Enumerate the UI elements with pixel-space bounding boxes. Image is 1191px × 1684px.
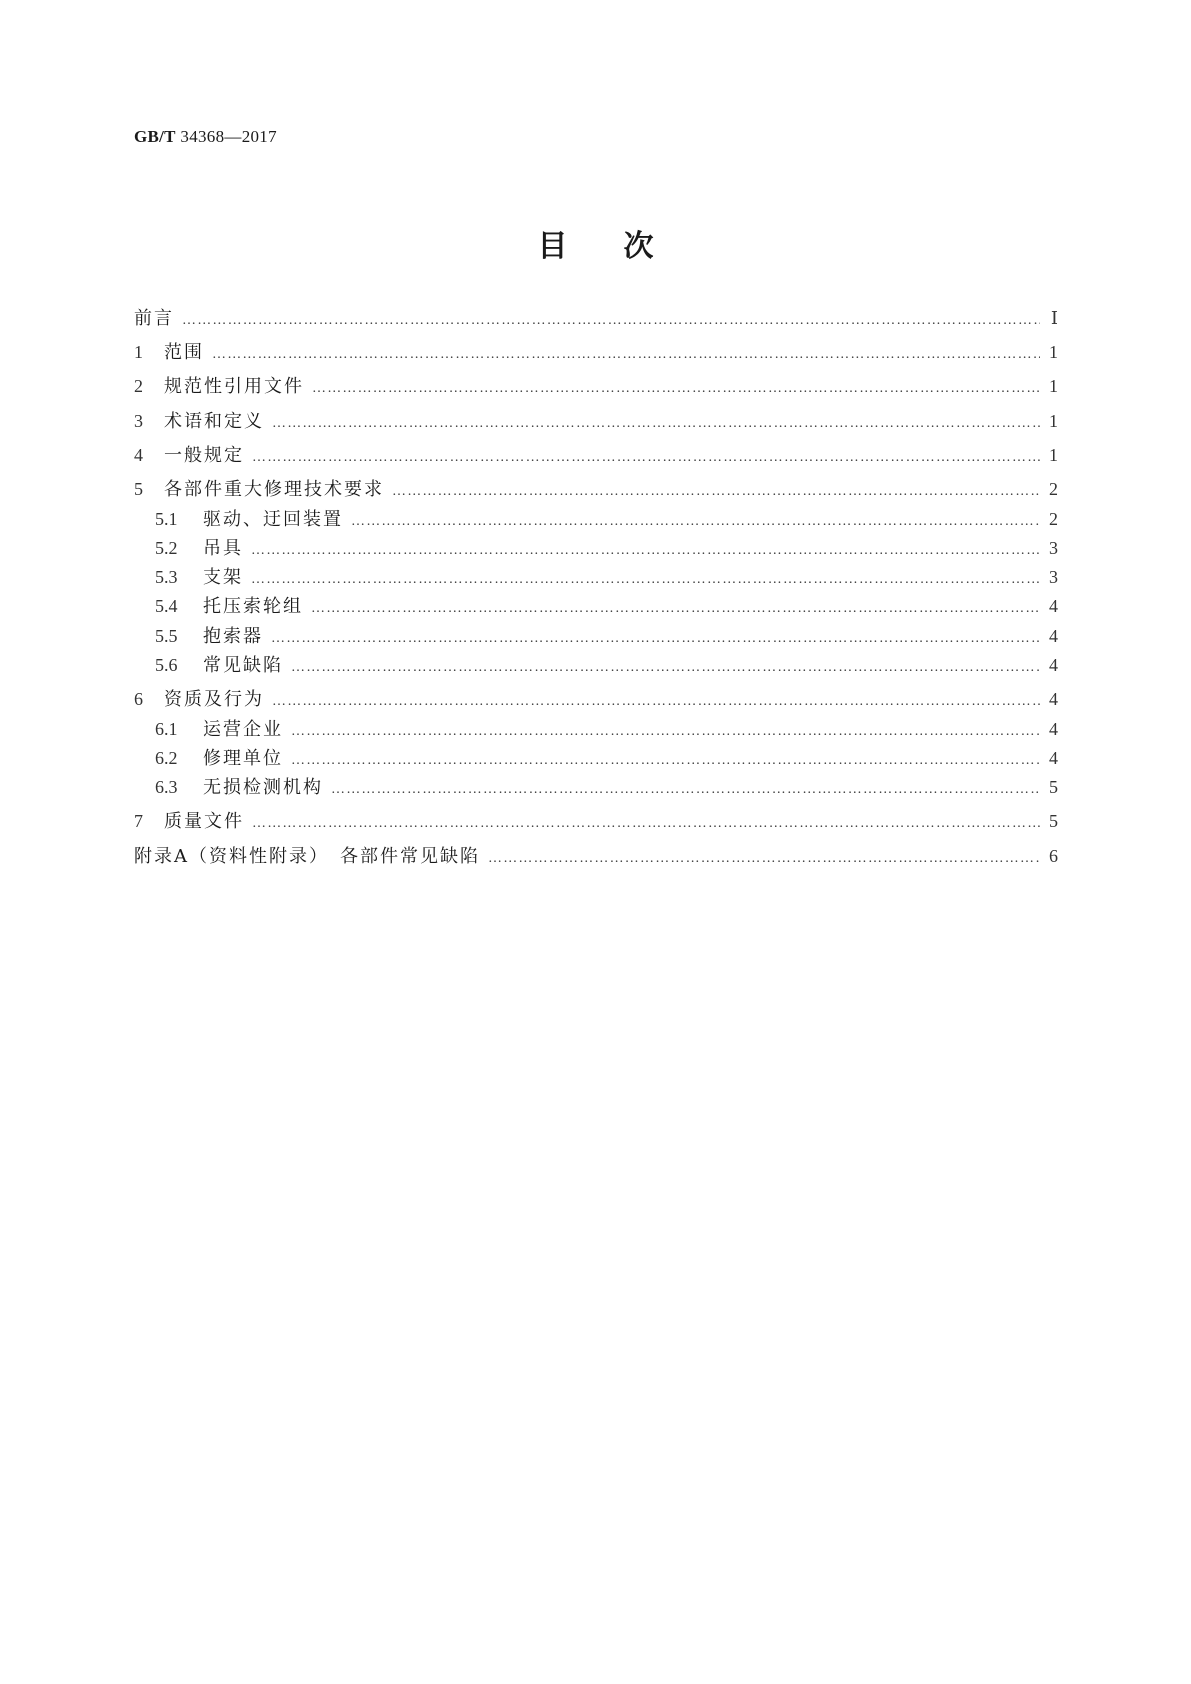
toc-leader-dots bbox=[488, 848, 1040, 870]
standard-prefix: GB/T bbox=[134, 127, 176, 146]
toc-entry-number: 3 bbox=[134, 411, 143, 431]
toc-entry-number: 6.2 bbox=[155, 748, 178, 768]
toc-entry[interactable] bbox=[155, 508, 1058, 533]
toc-entry-number: 5.1 bbox=[155, 509, 178, 529]
toc-entry-title: 抱索器 bbox=[203, 626, 263, 647]
toc-entry[interactable] bbox=[134, 341, 1058, 366]
toc-entry-title: 质量文件 bbox=[164, 811, 244, 832]
toc-entry-title: 无损检测机构 bbox=[203, 777, 323, 798]
toc-entry[interactable] bbox=[134, 845, 1058, 870]
toc-entry[interactable] bbox=[134, 688, 1058, 713]
toc-entry-page: 1 bbox=[1049, 445, 1058, 465]
toc-entry-title: 驱动、迂回装置 bbox=[203, 509, 343, 530]
toc-leader-dots bbox=[311, 598, 1040, 620]
toc-entry-title: 各部件重大修理技术要求 bbox=[164, 479, 384, 500]
toc-entry[interactable] bbox=[134, 810, 1058, 835]
toc-entry-page: 4 bbox=[1049, 748, 1058, 768]
toc-entry-title: 修理单位 bbox=[203, 748, 283, 769]
toc-entry[interactable] bbox=[134, 478, 1058, 503]
toc-entry-title: 资质及行为 bbox=[164, 689, 264, 710]
toc-leader-dots bbox=[291, 721, 1040, 743]
toc-leader-dots bbox=[252, 447, 1040, 469]
toc-entry-title: 一般规定 bbox=[164, 445, 244, 466]
page-title: 目次 bbox=[537, 229, 710, 264]
toc-entry-number: 1 bbox=[134, 342, 143, 362]
toc-leader-dots bbox=[271, 628, 1040, 650]
toc-leader-dots bbox=[312, 378, 1040, 400]
toc-entry-page: 4 bbox=[1049, 596, 1058, 616]
toc-entry-page: 4 bbox=[1049, 719, 1058, 739]
toc-entry-page: 1 bbox=[1049, 342, 1058, 362]
toc-entry-title: 托压索轮组 bbox=[203, 596, 303, 617]
toc-leader-dots bbox=[392, 481, 1040, 503]
toc-entry[interactable] bbox=[155, 595, 1058, 620]
toc-entry-number: 6.3 bbox=[155, 777, 178, 797]
toc-leader-dots bbox=[212, 344, 1040, 366]
toc-entry-number: 7 bbox=[134, 811, 143, 831]
toc-leader-dots bbox=[272, 691, 1040, 713]
toc-entry-title: 吊具 bbox=[203, 538, 243, 559]
toc-leader-dots bbox=[351, 511, 1040, 533]
toc-entry-page: 6 bbox=[1049, 846, 1058, 866]
toc-entry-page: 2 bbox=[1049, 509, 1058, 529]
toc-entry[interactable] bbox=[134, 444, 1058, 469]
toc-leader-dots bbox=[252, 813, 1040, 835]
toc-entry-number: 5 bbox=[134, 479, 143, 499]
toc-entry-title: 规范性引用文件 bbox=[164, 376, 304, 397]
toc-entry-page: 5 bbox=[1049, 777, 1058, 797]
toc-leader-dots bbox=[272, 413, 1040, 435]
toc-entry-number: 5.4 bbox=[155, 596, 178, 616]
toc-entry-page: 2 bbox=[1049, 479, 1058, 499]
toc-leader-dots bbox=[251, 569, 1040, 591]
toc-leader-dots bbox=[251, 540, 1040, 562]
toc-entry[interactable] bbox=[155, 625, 1058, 650]
toc-entry-number: 5.5 bbox=[155, 626, 178, 646]
toc-entry[interactable] bbox=[155, 718, 1058, 743]
toc-entry-number: 5.3 bbox=[155, 567, 178, 587]
toc-entry-title: 术语和定义 bbox=[164, 411, 264, 432]
toc-leader-dots bbox=[291, 657, 1040, 679]
toc-leader-dots bbox=[331, 779, 1040, 801]
toc-entry-page: 1 bbox=[1049, 376, 1058, 396]
toc-entry-title: 范围 bbox=[164, 342, 204, 363]
toc-entry-title: 前言 bbox=[134, 308, 174, 329]
toc-entry-page: 5 bbox=[1049, 811, 1058, 831]
toc-entry[interactable] bbox=[134, 410, 1058, 435]
toc-entry-title: 支架 bbox=[203, 567, 243, 588]
toc-entry[interactable] bbox=[155, 654, 1058, 679]
toc-entry[interactable] bbox=[155, 537, 1058, 562]
toc-entry-title: 运营企业 bbox=[203, 719, 283, 740]
toc-entry-number: 5.2 bbox=[155, 538, 178, 558]
toc-leader-dots bbox=[291, 750, 1040, 772]
toc-entry[interactable] bbox=[134, 307, 1058, 332]
standard-code: 34368—2017 bbox=[180, 127, 277, 146]
toc-entry-number: 2 bbox=[134, 376, 143, 396]
toc-leader-dots bbox=[182, 310, 1040, 332]
toc-entry-page: Ⅰ bbox=[1050, 308, 1058, 328]
toc-entry-page: 4 bbox=[1049, 626, 1058, 646]
standard-number bbox=[134, 127, 277, 147]
toc-entry-number: 6 bbox=[134, 689, 143, 709]
toc-entry-page: 1 bbox=[1049, 411, 1058, 431]
toc-entry-page: 3 bbox=[1049, 567, 1058, 587]
toc-entry[interactable] bbox=[155, 566, 1058, 591]
toc-entry-page: 4 bbox=[1049, 655, 1058, 675]
toc-entry[interactable] bbox=[155, 747, 1058, 772]
toc-entry-number: 4 bbox=[134, 445, 143, 465]
toc-entry-number: 6.1 bbox=[155, 719, 178, 739]
toc-entry[interactable] bbox=[155, 776, 1058, 801]
toc-entry-title: 附录A（资料性附录） 各部件常见缺陷 bbox=[134, 846, 480, 867]
toc-entry-page: 3 bbox=[1049, 538, 1058, 558]
toc-entry-title: 常见缺陷 bbox=[203, 655, 283, 676]
toc-entry-number: 5.6 bbox=[155, 655, 178, 675]
toc-entry-page: 4 bbox=[1049, 689, 1058, 709]
toc-entry[interactable] bbox=[134, 375, 1058, 400]
